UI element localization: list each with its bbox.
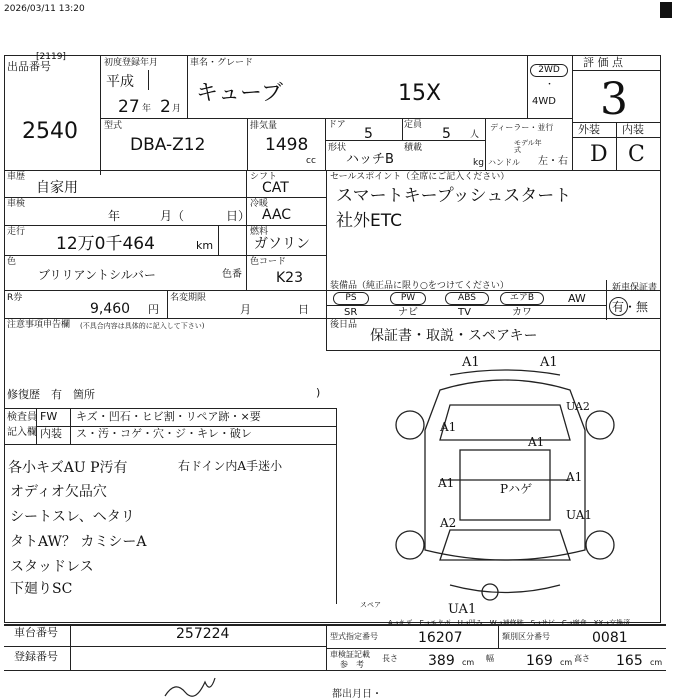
remark-6: 下廻りSC (10, 581, 73, 597)
ac: AAC (262, 207, 292, 223)
lot-small: [2119] (36, 52, 66, 62)
length: 389 (428, 653, 455, 669)
mark-left-door: A1 (438, 476, 455, 490)
lot-number: 2540 (22, 119, 78, 144)
timestamp: 2026/03/11 13:20 (4, 4, 85, 14)
first-reg-era: 平成 (106, 74, 134, 90)
score-label: 評 価 点 (583, 56, 623, 69)
repair-history: 修復歴 有 箇所 (7, 388, 95, 401)
fuel: ガソリン (254, 236, 310, 252)
drive-4wd: 4WD (532, 96, 556, 107)
first-reg-year: 27 (118, 97, 140, 117)
doors: 5 (364, 126, 373, 142)
width: 169 (526, 653, 553, 669)
category-number: 0081 (592, 630, 628, 646)
equip-tv: TV (458, 307, 471, 318)
equip-abs: ABS (445, 292, 489, 305)
shift: CAT (262, 180, 289, 196)
score-interior: C (628, 142, 645, 167)
designation-number: 16207 (418, 630, 463, 646)
equip-ps: PS (333, 292, 369, 305)
equip-leather: カワ (512, 307, 532, 318)
mileage: 12万0千464 (56, 234, 155, 254)
remark-1: 各小キズAU P汚有 (8, 460, 128, 476)
equip-pw: PW (390, 292, 426, 305)
car-grade: 15X (398, 81, 442, 106)
equip-aw: AW (568, 292, 586, 305)
mark-right-rear: UA1 (566, 508, 593, 522)
color-code: K23 (276, 270, 303, 286)
sales-point-1: スマートキープッシュスタート (336, 186, 572, 206)
recycle-fee: 9,460 (90, 301, 131, 317)
mark-left-front: A1 (440, 420, 457, 434)
mark-front-1: A1 (462, 355, 480, 370)
drive-2wd: 2WD (530, 64, 568, 77)
first-reg-label: 初度登録年月 (104, 58, 159, 68)
shape: ハッチB (346, 152, 394, 167)
corner-mark (660, 2, 672, 18)
mark-right-door: A1 (566, 470, 583, 484)
equip-navi: ナビ (398, 307, 418, 318)
car-name-label: 車名・グレード (190, 58, 254, 68)
remark-3: シートスレ、ヘタリ (10, 509, 135, 525)
first-reg-month: 2 (160, 97, 171, 117)
car-name: キューブ (196, 81, 283, 106)
damage-legend: A→キズ E→エクボ U→凹み W→補修跡 S→サビ C→腐食 XX→交換済 (388, 619, 631, 627)
mark-left-rear: A2 (440, 516, 457, 530)
color: ブリリアントシルバー (38, 268, 156, 282)
signature (160, 672, 220, 700)
displacement: 1498 (265, 135, 309, 155)
warranty: 有・無 (612, 300, 649, 314)
model-code: DBA-Z12 (130, 135, 206, 155)
equip-sr: SR (344, 307, 358, 318)
mark-rear: UA1 (448, 602, 477, 617)
remark-4: タトAW？ カミシーA (10, 534, 147, 550)
mark-roof: Pハゲ (500, 482, 533, 496)
usage: 自家用 (36, 180, 78, 196)
chassis-number: 257224 (176, 626, 230, 642)
mark-right-front: UA2 (566, 400, 590, 413)
equip-airbag: エアB (500, 292, 544, 305)
sales-point-2: 社外ETC (336, 211, 402, 231)
mark-front-2: A1 (540, 355, 558, 370)
lot-label: 出品番号 (7, 60, 51, 73)
remark-5: スタッドレス (10, 559, 94, 575)
score-exterior: D (590, 142, 608, 167)
remark-2: オディオ欠品穴 (10, 484, 107, 500)
mark-hood: A1 (528, 435, 545, 449)
later-items: 保証書・取説・スペアキー (370, 328, 538, 344)
warranty-circle (609, 297, 628, 316)
capacity: 5 (442, 126, 451, 142)
height: 165 (616, 653, 643, 669)
score-value: 3 (600, 74, 628, 125)
remark-right: 右ドイン内A手迷小 (178, 459, 283, 473)
